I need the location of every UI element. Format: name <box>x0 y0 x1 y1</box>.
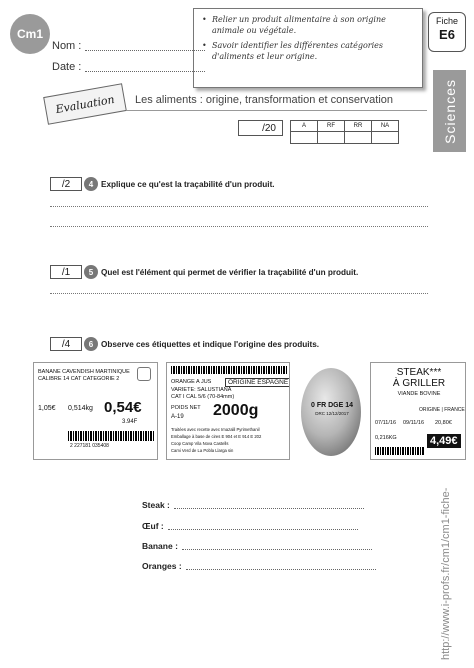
orange-origin: ORIGINE ESPAGNE <box>225 378 290 387</box>
question-number: 5 <box>84 265 98 279</box>
orange-note3: Coop Camp Vila Nova Castells <box>171 441 229 446</box>
footer-url-link[interactable]: http://www.i-profs.fr/cm1/cm1-fiche- <box>440 487 452 660</box>
answer-oranges[interactable] <box>142 561 376 571</box>
answer-egg[interactable] <box>142 521 358 531</box>
answer-steak[interactable] <box>142 500 364 510</box>
name-dotted-line <box>85 50 205 51</box>
objective-item: • Savoir identifier les différentes catégories d'aliments et leur origine. <box>212 40 414 62</box>
banana-label-line2: CALIBRE 14 CAT CATEGORIE 2 <box>38 376 120 382</box>
evaluation-tag: Evaluation <box>43 83 127 124</box>
egg-image <box>298 362 366 460</box>
grade-cell[interactable] <box>345 132 372 144</box>
answer-dotted-line[interactable] <box>182 549 372 550</box>
answer-label: Oranges : <box>142 561 182 571</box>
question-text: Observe ces étiquettes et indique l'origine des produits. <box>101 340 320 349</box>
orange-product: ORANGE A JUS <box>171 379 212 385</box>
date-dotted-line <box>85 71 205 72</box>
answer-label: Steak : <box>142 500 170 510</box>
grade-table <box>290 120 399 144</box>
title-underline <box>127 110 427 111</box>
question-number: 4 <box>84 177 98 191</box>
answer-label: Œuf : <box>142 521 164 531</box>
orange-lot: A-19 <box>171 414 184 420</box>
evaluation-title: Les aliments : origine, transformation et conservation <box>135 94 394 106</box>
egg-date: DRC 12/12/2017 <box>315 411 349 416</box>
fiche-code: E6 <box>439 27 455 42</box>
question-number: 6 <box>84 337 98 351</box>
date-label: Date : <box>52 61 82 73</box>
egg-code: 0 FR DGE 14 <box>310 402 353 409</box>
answer-dotted-line[interactable] <box>186 569 376 570</box>
banana-label <box>33 362 158 460</box>
subject-band <box>433 70 466 152</box>
steak-title-line2: À GRILLER <box>392 378 446 389</box>
steak-price-per-kg: 20,80€ <box>435 420 452 426</box>
recycle-icon <box>137 367 151 381</box>
subject-label: Sciences <box>441 78 458 144</box>
steak-date1: 07/11/16 <box>375 420 397 426</box>
barcode <box>171 366 287 374</box>
answer-banana[interactable] <box>142 541 372 551</box>
grade-header-rf: RF <box>318 121 345 132</box>
question-score-box: /2 <box>50 177 82 191</box>
barcode <box>375 447 425 455</box>
steak-subtitle: VIANDE BOVINE <box>397 391 441 397</box>
banana-weight: 0,514kg <box>68 405 93 412</box>
grade-cell[interactable] <box>372 132 399 144</box>
orange-weight: 2000g <box>213 402 259 419</box>
orange-note2: Emballage à base de cires E 904 et E 914 E 202 <box>171 434 262 439</box>
orange-note1: Traitées avec recette avec Imazalil Pyrimethanil <box>171 427 260 432</box>
class-badge: Cm1 <box>10 14 50 54</box>
total-score-box: /20 <box>238 120 283 136</box>
steak-title-line1: STEAK*** <box>396 367 442 378</box>
grade-cell[interactable] <box>291 132 318 144</box>
answer-line[interactable] <box>50 293 428 294</box>
steak-origin: ORIGINE | FRANCE <box>419 407 465 413</box>
question-text: Explique ce qu'est la traçabilité d'un produit. <box>101 180 275 189</box>
orange-weight-label: POIDS NET <box>171 405 201 411</box>
question-score-box: /4 <box>50 337 82 351</box>
objective-item: • Relier un produit alimentaire à son origine animale ou végétale. <box>212 14 414 36</box>
answer-line[interactable] <box>50 226 428 227</box>
name-field <box>52 40 205 52</box>
answer-dotted-line[interactable] <box>174 508 364 509</box>
grade-header-na: NA <box>372 121 399 132</box>
grade-cell[interactable] <box>318 132 345 144</box>
steak-label <box>370 362 466 460</box>
banana-price-per-kg: 1,05€ <box>38 405 56 412</box>
objectives-box <box>193 8 423 88</box>
banana-price: 0,54€ <box>104 399 142 416</box>
orange-note4: Cami Verd de La Pobla Llarga sin <box>171 448 234 453</box>
egg-shape <box>298 362 364 458</box>
steak-weight: 0,216KG <box>375 435 397 441</box>
question-score-box: /1 <box>50 265 82 279</box>
banana-label-line1: BANANE CAVENDISH MARTINIQUE <box>38 369 130 375</box>
answer-line[interactable] <box>50 206 428 207</box>
date-field <box>52 61 205 73</box>
steak-price: 4,49€ <box>427 434 461 448</box>
orange-category: CAT I CAL 5/6 (70-84mm) <box>171 394 235 400</box>
barcode <box>68 431 154 441</box>
fiche-box <box>428 12 466 52</box>
steak-date2: 09/11/16 <box>403 420 425 426</box>
grade-header-a: A <box>291 121 318 132</box>
name-label: Nom : <box>52 40 82 52</box>
banana-barcode-digits: 2 227181 035408 <box>70 443 109 449</box>
grade-header-rr: RR <box>345 121 372 132</box>
orange-label <box>166 362 290 460</box>
fiche-label: Fiche <box>435 16 458 26</box>
banana-code: 3.94F <box>122 419 138 425</box>
orange-variety: VARIETE: SALUSTIANA <box>171 387 232 393</box>
answer-label: Banane : <box>142 541 178 551</box>
question-text: Quel est l'élément qui permet de vérifier la traçabilité d'un produit. <box>101 268 359 277</box>
answer-dotted-line[interactable] <box>168 529 358 530</box>
